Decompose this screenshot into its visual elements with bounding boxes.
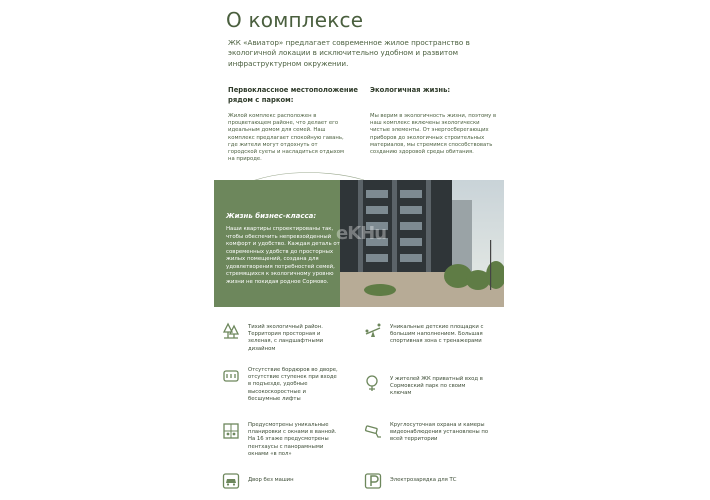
trees-icon [222,322,240,340]
cctv-icon [364,422,382,440]
business-heading: Жизнь бизнес-класса: [226,212,317,220]
business-text: Наши квартиры спроектированы так, чтобы обеспечить непревзойденный комфорт и удобство. Каждая деталь от современных удобств до просторных жилых помещений, создана для удовлетворения потребностей семей, стремящихся к экологичному уровню жизни не покидая родное Сормово. [226,226,340,285]
feature-text: Уникальные детские площадки с большим наполнением. Большая спортивная зона с тренажерами [390,324,484,345]
no-car-icon [222,472,240,490]
brochure-page [214,0,504,500]
feature-text: Отсутствие бордюров во дворе, отсутствие ступенек при входе в подъезде, удобные высокоскоростные и бесшумные лифты [248,367,338,402]
feature-text: Тихий экологичный район. Территория просторная и зеленая, с ландшафтными дизайном [248,324,324,352]
park-heading: Первоклассное местоположение рядом с парком: [228,86,358,104]
feature-text: Электрозарядка для ТС [390,477,457,483]
page-title: О комплексе [226,8,364,32]
intro-text: ЖК «Авиатор» предлагает современное жилое пространство в экологичной локации в исключительно удобном и развитом инфраструктурном окружении. [228,38,470,68]
eco-text: Мы верим в экологичность жизни, поэтому в наш комплекс включены экологически чистые элементы. От энергосберегающих приборов до экологичных строительных материалов, мы стремимся способствовать созданию здоровой среды обитания. [370,113,497,156]
park-text: Жилой комплекс расположен в процветающем районе, что делает его идеальным домом для семей. Наш комплекс предлагает спокойную гавань, где жители могут отдохнуть от городской суеты и насладиться отдыхом на природе. [228,113,345,163]
park-key-icon [364,374,382,392]
feature-text: Предусмотрены уникальные планировки с окнами в ванной. На 16 этаже предусмотрены пентхаусы с панорамными окнами «в пол» [248,422,337,457]
watermark: eKHu [336,223,387,244]
feature-text: Круглосуточная охрана и камеры видеонаблюдения установлены по всей территории [390,422,489,443]
feature-text: Двор без машин [248,477,294,483]
ev-charging-icon [364,472,382,490]
feature-text: У жителей ЖК приватный вход в Сормовский парк по своим ключам [390,376,483,397]
playground-icon [364,322,382,340]
window-layout-icon [222,422,240,440]
eco-heading: Экологичная жизнь: [370,86,451,94]
no-barrier-icon [222,367,240,385]
